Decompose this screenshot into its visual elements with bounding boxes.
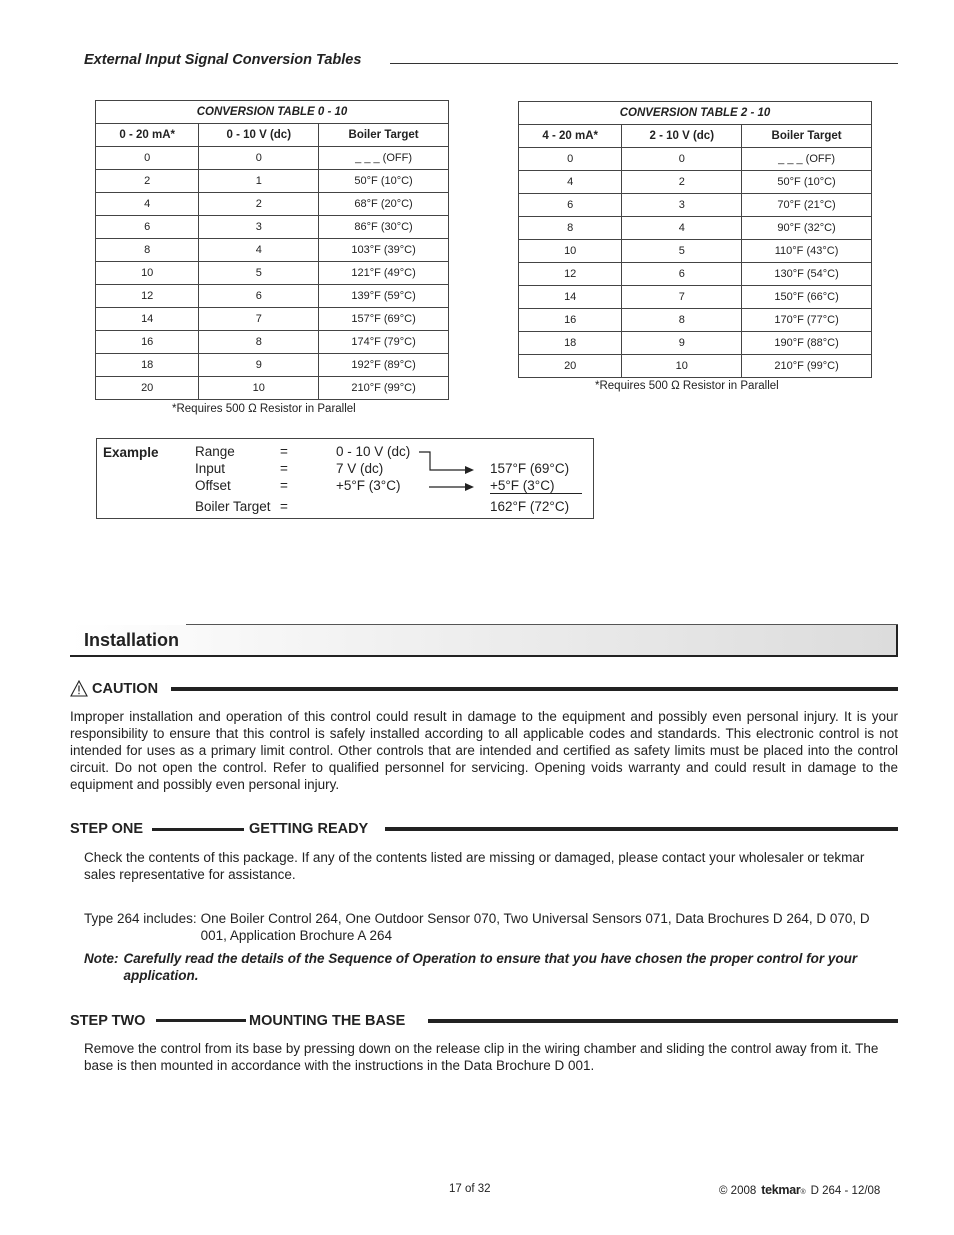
example-label: Example <box>103 445 159 460</box>
column-header: 4 - 20 mA* <box>519 125 622 148</box>
table-row <box>519 148 872 171</box>
equals-sign: = <box>280 461 288 476</box>
offset-value: +5°F (3°C) <box>336 478 401 493</box>
table-note: *Requires 500 Ω Resistor in Parallel <box>172 403 356 415</box>
equals-sign: = <box>280 499 288 514</box>
table-header-row <box>519 125 872 148</box>
table-cell: 10 <box>519 240 622 263</box>
table-cell: 5 <box>622 240 742 263</box>
table-cell: 8 <box>96 239 199 262</box>
table-cell: 2 <box>199 193 319 216</box>
table-cell: 110°F (43°C) <box>742 240 872 263</box>
boiler-target-label: Boiler Target <box>195 499 271 514</box>
tekmar-logo: tekmar <box>761 1183 801 1197</box>
table-cell: 4 <box>199 239 319 262</box>
table-cell: 50°F (10°C) <box>319 170 449 193</box>
table-cell: 8 <box>519 217 622 240</box>
table-cell: 190°F (88°C) <box>742 332 872 355</box>
input-result: 157°F (69°C) <box>490 461 570 476</box>
table-cell: 20 <box>519 355 622 378</box>
table-cell: 8 <box>199 331 319 354</box>
page-number: 17 of 32 <box>449 1183 491 1195</box>
table-cell: 90°F (32°C) <box>742 217 872 240</box>
table-cell: 130°F (54°C) <box>742 263 872 286</box>
table-cell: 210°F (99°C) <box>742 355 872 378</box>
column-header: 0 - 20 mA* <box>96 124 199 147</box>
installation-header-rule <box>186 624 898 625</box>
table-note: *Requires 500 Ω Resistor in Parallel <box>595 380 779 392</box>
table-cell: 0 <box>96 147 199 170</box>
table-cell: 7 <box>622 286 742 309</box>
caution-heading <box>70 680 158 697</box>
warning-icon <box>70 680 88 697</box>
table-cell: 68°F (20°C) <box>319 193 449 216</box>
step-one-rule <box>385 827 898 831</box>
table-cell: 70°F (21°C) <box>742 194 872 217</box>
table-cell: 14 <box>519 286 622 309</box>
conversion-table-2-10 <box>518 101 872 378</box>
table-header-row <box>96 124 449 147</box>
table-cell: 7 <box>199 308 319 331</box>
table-cell: 150°F (66°C) <box>742 286 872 309</box>
section-title: External Input Signal Conversion Tables <box>84 52 362 68</box>
table-cell: 12 <box>519 263 622 286</box>
table-cell: 2 <box>96 170 199 193</box>
table-cell: 4 <box>622 217 742 240</box>
table-row <box>519 194 872 217</box>
table-cell: _ _ _ (OFF) <box>742 148 872 171</box>
boiler-target-result: 162°F (72°C) <box>490 499 570 514</box>
table-row <box>519 263 872 286</box>
table-cell: 192°F (89°C) <box>319 354 449 377</box>
table-row <box>96 377 449 400</box>
table-cell: 3 <box>622 194 742 217</box>
table-cell: 121°F (49°C) <box>319 262 449 285</box>
table-row <box>519 355 872 378</box>
table-row <box>96 147 449 170</box>
caution-label: CAUTION <box>92 680 159 697</box>
step-one-title: GETTING READY <box>249 821 369 837</box>
table-row <box>96 262 449 285</box>
table-cell: 20 <box>96 377 199 400</box>
range-label: Range <box>195 444 235 459</box>
table-row <box>519 332 872 355</box>
table-cell: 10 <box>622 355 742 378</box>
table-cell: 9 <box>622 332 742 355</box>
range-value: 0 - 10 V (dc) <box>336 444 411 459</box>
table-row <box>96 170 449 193</box>
table-cell: 50°F (10°C) <box>742 171 872 194</box>
table-title: CONVERSION TABLE 2 - 10 <box>519 102 872 125</box>
table-cell: 3 <box>199 216 319 239</box>
table-cell: 14 <box>96 308 199 331</box>
step-one-label: STEP ONE <box>70 821 144 837</box>
table-row <box>96 216 449 239</box>
column-header: 0 - 10 V (dc) <box>199 124 319 147</box>
table-cell: 5 <box>199 262 319 285</box>
table-cell: 8 <box>622 309 742 332</box>
table-cell: 18 <box>519 332 622 355</box>
table-row <box>96 308 449 331</box>
offset-label: Offset <box>195 478 231 493</box>
step-one-note <box>84 950 898 984</box>
table-cell: 4 <box>519 171 622 194</box>
includes-label: Type 264 includes: <box>84 911 197 926</box>
arrow-icon <box>417 447 477 495</box>
installation-title: Installation <box>84 630 180 650</box>
table-cell: 170°F (77°C) <box>742 309 872 332</box>
table-row <box>519 217 872 240</box>
column-header: Boiler Target <box>742 125 872 148</box>
conversion-table-0-10 <box>95 100 449 400</box>
table-cell: 139°F (59°C) <box>319 285 449 308</box>
copyright: © 2008 <box>719 1185 757 1197</box>
step-separator <box>152 828 244 831</box>
includes-text: One Boiler Control 264, One Outdoor Sensor 070, Two Universal Sensors 071, Data Brochures D 264, D 070, D 001, Application Brochure A 264 <box>200 911 870 943</box>
table-row <box>519 171 872 194</box>
table-row <box>96 239 449 262</box>
input-value: 7 V (dc) <box>336 461 384 476</box>
step-two-rule <box>428 1019 898 1023</box>
table-cell: 1 <box>199 170 319 193</box>
table-cell: _ _ _ (OFF) <box>319 147 449 170</box>
step-separator <box>156 1019 246 1022</box>
document-code: D 264 - 12/08 <box>810 1185 881 1197</box>
column-header: 2 - 10 V (dc) <box>622 125 742 148</box>
table-cell: 6 <box>622 263 742 286</box>
table-cell: 0 <box>199 147 319 170</box>
table-row <box>96 285 449 308</box>
sum-line <box>490 493 582 494</box>
table-cell: 6 <box>96 216 199 239</box>
table-row <box>96 331 449 354</box>
table-cell: 9 <box>199 354 319 377</box>
caution-text: Improper installation and operation of this control could result in damage to the equipment and possibly even personal injury. It is your responsibility to ensure that this control is safely installed according to all applicable codes and standards. This electronic control is not intended for uses as a primary limit control. Other controls that are intended and certified as safety limits must be placed into the control circuit. Do not open the control. Refer to qualified personnel for servicing. Opening voids warranty and could result in damage to the equipment and possibly even personal injury. <box>70 709 898 792</box>
table-row <box>519 240 872 263</box>
table-cell: 157°F (69°C) <box>319 308 449 331</box>
offset-result: +5°F (3°C) <box>490 478 555 493</box>
table-cell: 0 <box>519 148 622 171</box>
table-row <box>96 354 449 377</box>
step-one-text: Check the contents of this package. If any of the contents listed are missing or damaged, please contact your wholesaler or tekmar sales representative for assistance. <box>84 850 865 882</box>
table-cell: 10 <box>96 262 199 285</box>
step-two-text: Remove the control from its base by pressing down on the release clip in the wiring chamber and sliding the control away from it. The base is then mounted in accordance with the instructions in the Data Brochure D 001. <box>84 1041 879 1073</box>
table-cell: 210°F (99°C) <box>319 377 449 400</box>
registered-mark: ® <box>800 1189 806 1196</box>
table-cell: 16 <box>96 331 199 354</box>
table-cell: 0 <box>622 148 742 171</box>
table-row <box>519 286 872 309</box>
package-contents <box>84 910 898 944</box>
step-two-title: MOUNTING THE BASE <box>249 1013 406 1029</box>
step-two-label: STEP TWO <box>70 1013 146 1029</box>
table-cell: 103°F (39°C) <box>319 239 449 262</box>
table-cell: 18 <box>96 354 199 377</box>
footer-brand <box>719 1183 880 1197</box>
table-cell: 86°F (30°C) <box>319 216 449 239</box>
caution-rule <box>171 687 898 691</box>
table-cell: 12 <box>96 285 199 308</box>
table-title: CONVERSION TABLE 0 - 10 <box>96 101 449 124</box>
table-row <box>96 193 449 216</box>
table-row <box>519 309 872 332</box>
note-text: Carefully read the details of the Sequence of Operation to ensure that you have chosen the proper control for your application. <box>123 951 858 983</box>
table-cell: 6 <box>199 285 319 308</box>
table-cell: 174°F (79°C) <box>319 331 449 354</box>
table-cell: 4 <box>96 193 199 216</box>
equals-sign: = <box>280 478 288 493</box>
input-label: Input <box>195 461 226 476</box>
table-cell: 16 <box>519 309 622 332</box>
section-title-rule <box>390 63 898 64</box>
table-cell: 2 <box>622 171 742 194</box>
table-cell: 10 <box>199 377 319 400</box>
column-header: Boiler Target <box>319 124 449 147</box>
table-cell: 6 <box>519 194 622 217</box>
installation-header-bar <box>70 625 898 657</box>
example-box <box>96 438 594 519</box>
note-label: Note: <box>84 951 119 966</box>
equals-sign: = <box>280 444 288 459</box>
